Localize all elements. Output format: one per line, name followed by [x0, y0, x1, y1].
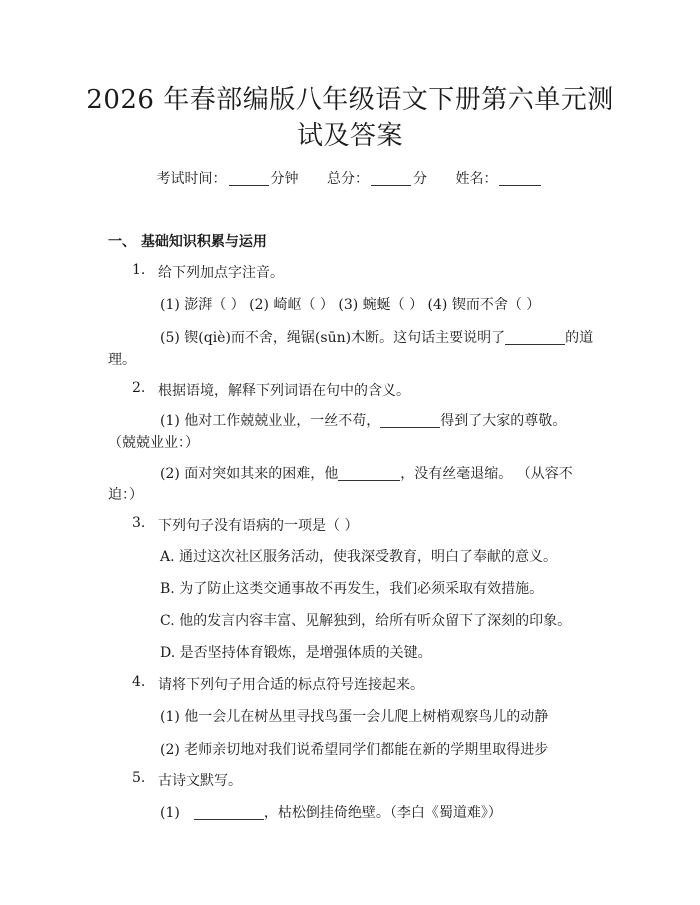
q2-item1-cont: （兢兢业业：） [108, 435, 199, 451]
q5-number: 5. [132, 770, 146, 786]
q5-item1: (1) ，枯松倒挂倚绝壁。（李白《蜀道难》） [160, 805, 502, 821]
score-blank[interactable] [371, 171, 411, 186]
name-blank[interactable] [499, 171, 541, 186]
exam-score: 总分： 分 [327, 171, 427, 187]
q1-item5-blank[interactable] [505, 330, 565, 345]
q5-item1-blank[interactable] [194, 805, 264, 820]
q3-option-c: C. 他的发言内容丰富、见解独到，给所有听众留下了深刻的印象。 [160, 613, 572, 629]
time-blank[interactable] [229, 171, 269, 186]
q1-stem: 给下列加点字注音。 [158, 265, 284, 281]
q1-number: 1. [132, 262, 146, 278]
q2-item2-blank[interactable] [338, 466, 400, 481]
q3-number: 3. [132, 515, 146, 531]
q4-number: 4. [132, 674, 146, 690]
page-title-line2: 试及答案 [296, 121, 403, 151]
q4-item2: (2) 老师亲切地对我们说希望同学们都能在新的学期里取得进步 [160, 742, 549, 758]
q4-stem: 请将下列句子用合适的标点符号连接起来。 [158, 677, 424, 693]
section-heading: 一、 基础知识积累与运用 [108, 234, 267, 250]
exam-info [0, 168, 700, 188]
q1-item5: (5) 锲(qiè)而不舍，绳锯(sūn)木断。这句话主要说明了 的道 [160, 330, 594, 346]
q3-option-a: A. 通过这次社区服务活动，使我深受教育，明白了奉献的意义。 [160, 549, 558, 565]
q3-stem: 下列句子没有语病的一项是（ ） [158, 518, 359, 534]
page-title-line1: 2026 年春部编版八年级语文下册第六单元测 [86, 85, 614, 115]
q2-item2-cont: 迫：） [108, 487, 143, 503]
q2-stem: 根据语境，解释下列词语在句中的含义。 [158, 383, 410, 399]
q2-number: 2. [132, 380, 146, 396]
q1-item5-cont: 理。 [108, 352, 136, 368]
exam-time: 考试时间： 分钟 [156, 171, 299, 187]
q3-option-b: B. 为了防止这类交通事故不再发生，我们必须采取有效措施。 [160, 581, 544, 597]
q5-stem: 古诗文默写。 [158, 773, 242, 789]
q2-item2: (2) 面对突如其来的困难，他 ，没有丝毫退缩。 （从容不 [160, 466, 573, 482]
q4-item1: (1) 他一会儿在树丛里寻找鸟蛋一会儿爬上树梢观察鸟儿的动静 [160, 709, 549, 725]
q2-item1-blank[interactable] [380, 413, 440, 428]
q3-option-d: D. 是否坚持体育锻炼，是增强体质的关键。 [160, 645, 432, 661]
exam-name: 姓名： [455, 171, 543, 187]
q2-item1: (1) 他对工作兢兢业业，一丝不苟， 得到了大家的尊敬。 [160, 413, 567, 429]
q1-items: (1) 澎湃（ ） (2) 崎岖（ ） (3) 蜿蜒（ ） (4) 锲而不舍（ ） [160, 297, 541, 313]
